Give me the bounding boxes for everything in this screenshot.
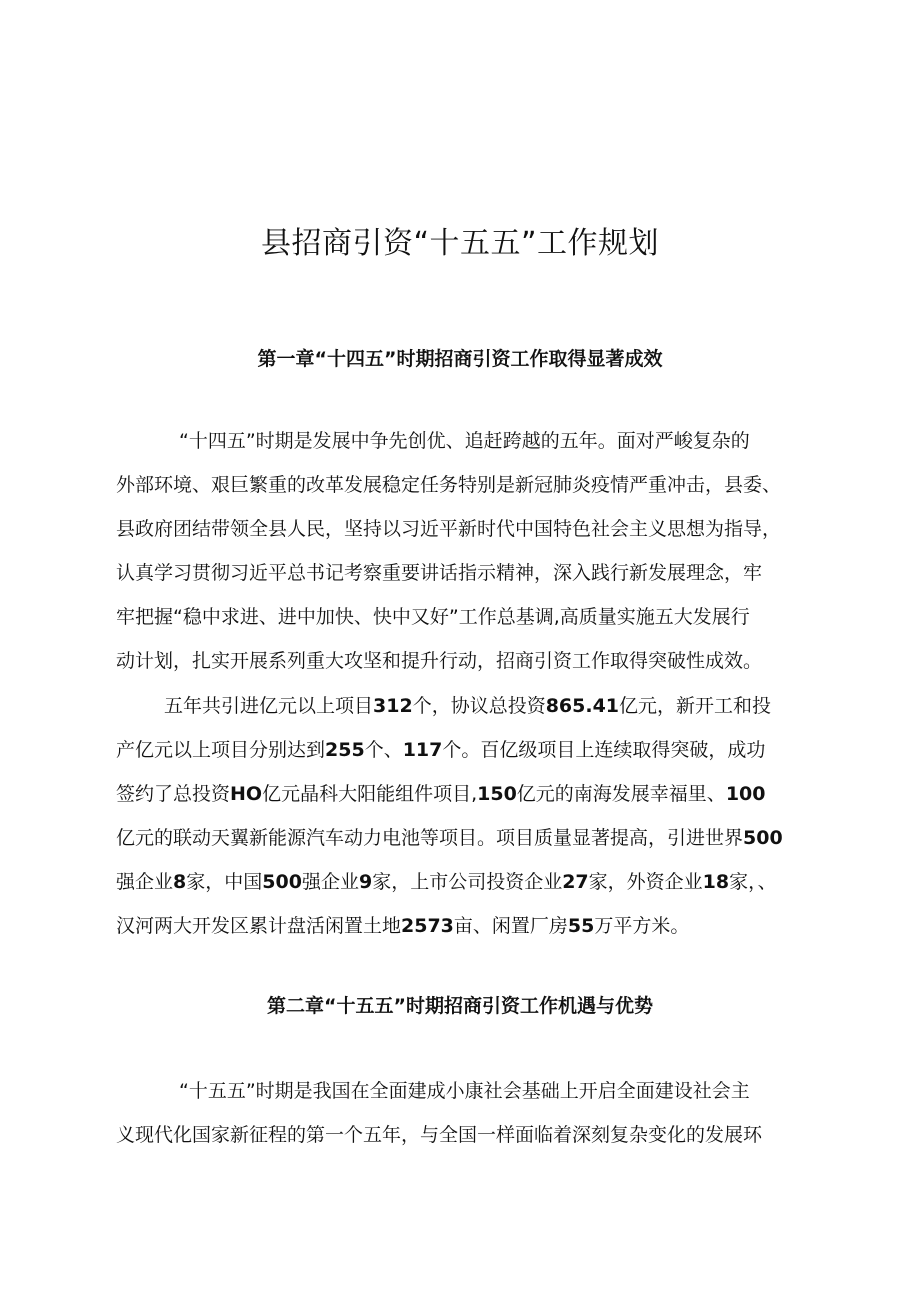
text-run: 强企业 — [301, 871, 359, 893]
number-run: 865.41 — [545, 695, 620, 717]
text-run: 亿元晶科大阳能组件项目, — [262, 783, 478, 805]
paragraph-line: 牢把握“稳中求进、进中加快、快中又好”工作总基调,高质量实施五大发展行 — [116, 606, 750, 628]
paragraph-line: 县政府团结带领全县人民，坚持以习近平新时代中国特色社会主义思想为指导， — [116, 518, 782, 540]
paragraph-line: 动计划，扎实开展系列重大攻坚和提升行动，招商引资工作取得突破性成效。 — [116, 650, 763, 672]
text-run: 家，中国 — [186, 871, 263, 893]
number-run: 55 — [567, 915, 595, 937]
text-run: 亿元的联动天翼新能源汽车动力电池等项目。项目质量显著提高，引进世界 — [116, 827, 744, 849]
paragraph-line: 外部环境、艰巨繁重的改革发展稳定任务特别是新冠肺炎疫情严重冲击，县委、 — [116, 474, 782, 496]
number-run: 9 — [358, 871, 373, 893]
number-run: HO — [230, 783, 263, 805]
text-run: 签约了总投资 — [116, 783, 231, 805]
text-run: 汉河两大开发区累计盘活闲置土地 — [116, 915, 402, 937]
paragraph-line: 认真学习贯彻习近平总书记考察重要讲话指示精神，深入践行新发展理念，牢 — [116, 562, 763, 584]
chapter-1-heading: 第一章“十四五”时期招商引资工作取得显著成效 — [257, 348, 663, 370]
number-run: 100 — [725, 783, 766, 805]
number-run: 117 — [402, 739, 443, 761]
text-run: 个，协议总投资 — [412, 695, 546, 717]
chapter-1-paragraph-1 — [116, 419, 806, 683]
text-run: 家，、 — [729, 871, 777, 893]
text-run: 家，外资企业 — [588, 871, 703, 893]
number-run: 500 — [743, 827, 783, 849]
text-run: 个、 — [364, 739, 403, 761]
paragraph-line — [116, 816, 806, 860]
text-run: 家，上市公司投资企业 — [372, 871, 563, 893]
paragraph-line — [116, 684, 806, 728]
text-run: 万平方米。 — [594, 915, 690, 937]
number-run: 500 — [262, 871, 302, 893]
text-run: 五年共引进亿元以上项目 — [164, 695, 374, 717]
text-run: 强企业 — [116, 871, 174, 893]
number-run: 2573 — [401, 915, 454, 937]
paragraph-line: 义现代化国家新征程的第一个五年，与全国一样面临着深刻复杂变化的发展环 — [116, 1124, 763, 1146]
paragraph-line: “十四五”时期是发展中争先创优、追赶跨越的五年。面对严峻复杂的 — [179, 430, 750, 452]
chapter-1-paragraph-2 — [116, 684, 806, 948]
number-run: 27 — [562, 871, 589, 893]
number-run: 8 — [173, 871, 187, 893]
text-run: 亩、闲置厂房 — [453, 915, 568, 937]
text-run: 亿元，新开工和投 — [619, 695, 772, 717]
number-run: 255 — [325, 739, 365, 761]
number-run: 312 — [373, 695, 413, 717]
paragraph-line — [116, 728, 806, 772]
text-run: 亿元的南海发展幸福里、 — [516, 783, 726, 805]
chapter-2-heading: 第二章“十五五”时期招商引资工作机遇与优势 — [267, 995, 653, 1017]
paragraph-line: “十五五”时期是我国在全面建成小康社会基础上开启全面建设社会主 — [179, 1080, 750, 1102]
document-title: 县招商引资“十五五”工作规划 — [260, 226, 660, 261]
paragraph-line — [116, 772, 806, 816]
paragraph-line — [116, 860, 806, 904]
text-run: 个。百亿级项目上连续取得突破，成功 — [442, 739, 766, 761]
number-run: 150 — [477, 783, 517, 805]
number-run: 18 — [702, 871, 730, 893]
paragraph-line — [116, 904, 806, 948]
text-run: 产亿元以上项目分别达到 — [116, 739, 326, 761]
chapter-2-paragraph-1 — [116, 1069, 806, 1157]
